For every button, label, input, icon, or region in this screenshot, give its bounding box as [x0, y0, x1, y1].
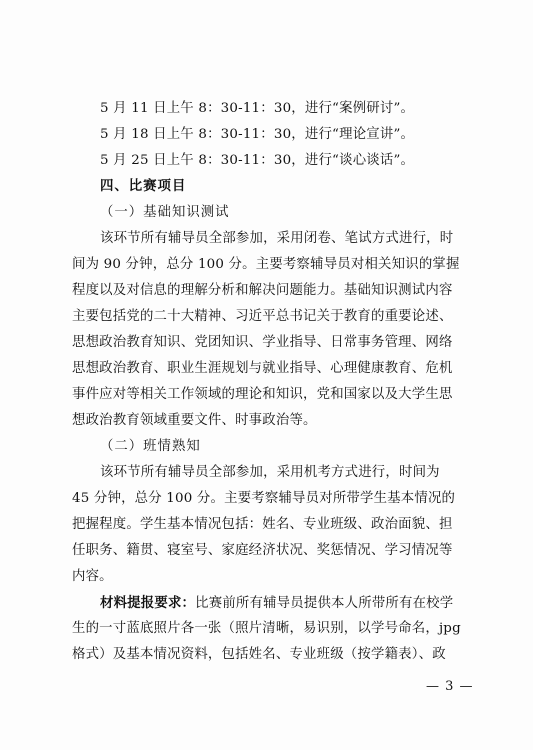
part1-line-1: 该环节所有辅导员全部参加，采用闭卷、笔试方式进行，时: [100, 231, 454, 246]
part1-line-8: 想政治教育领域重要文件、时事政治等。: [72, 413, 317, 428]
part1-title: （一）基础知识测试: [100, 205, 230, 220]
part1-line-7: 事件应对等相关工作领域的理论和知识，党和国家以及大学生思: [72, 387, 453, 402]
schedule-line-3: 5 月 25 日上午 8：30-11：30，进行“谈心谈话”。: [100, 153, 415, 168]
part2-line-3: 把握程度。学生基本情况包括：姓名、专业班级、政治面貌、担: [72, 517, 453, 532]
materials-line-2: 生的一寸蓝底照片各一张（照片清晰，易识别，以学号命名，jpg: [72, 621, 461, 636]
part1-line-6: 思想政治教育、职业生涯规划与就业指导、心理健康教育、危机: [72, 361, 453, 376]
part2-line-4: 任职务、籍贯、寝室号、家庭经济状况、奖惩情况、学习情况等: [72, 543, 453, 558]
part1-line-5: 思想政治教育知识、党团知识、学业指导、日常事务管理、网络: [72, 335, 453, 350]
part1-line-4: 主要包括党的二十大精神、习近平总书记关于教育的重要论述、: [72, 309, 453, 324]
materials-label: 材料提报要求：: [100, 595, 196, 611]
materials-line-3: 格式）及基本情况资料，包括姓名、专业班级（按学籍表）、政: [72, 647, 446, 662]
materials-line-1: [100, 594, 500, 613]
part2-line-1: 该环节所有辅导员全部参加，采用机考方式进行，时间为: [100, 465, 440, 480]
part1-line-2: 间为 90 分钟，总分 100 分。主要考察辅导员对相关知识的掌握: [72, 257, 460, 272]
page-number: — 3 —: [426, 679, 474, 694]
schedule-line-1: 5 月 11 日上午 8：30-11：30，进行“案例研讨”。: [100, 101, 415, 116]
part2-line-5: 内容。: [72, 569, 113, 584]
section-title: 四、比赛项目: [100, 179, 187, 194]
part1-line-3: 程度以及对信息的理解分析和解决问题能力。基础知识测试内容: [72, 283, 453, 298]
schedule-line-2: 5 月 18 日上午 8：30-11：30，进行“理论宣讲”。: [100, 127, 415, 142]
part2-line-2: 45 分钟，总分 100 分。主要考察辅导员对所带学生基本情况的: [72, 491, 456, 506]
part2-title: （二）班情熟知: [100, 439, 201, 454]
materials-first-text: 比赛前所有辅导员提供本人所带所有在校学: [195, 596, 454, 611]
